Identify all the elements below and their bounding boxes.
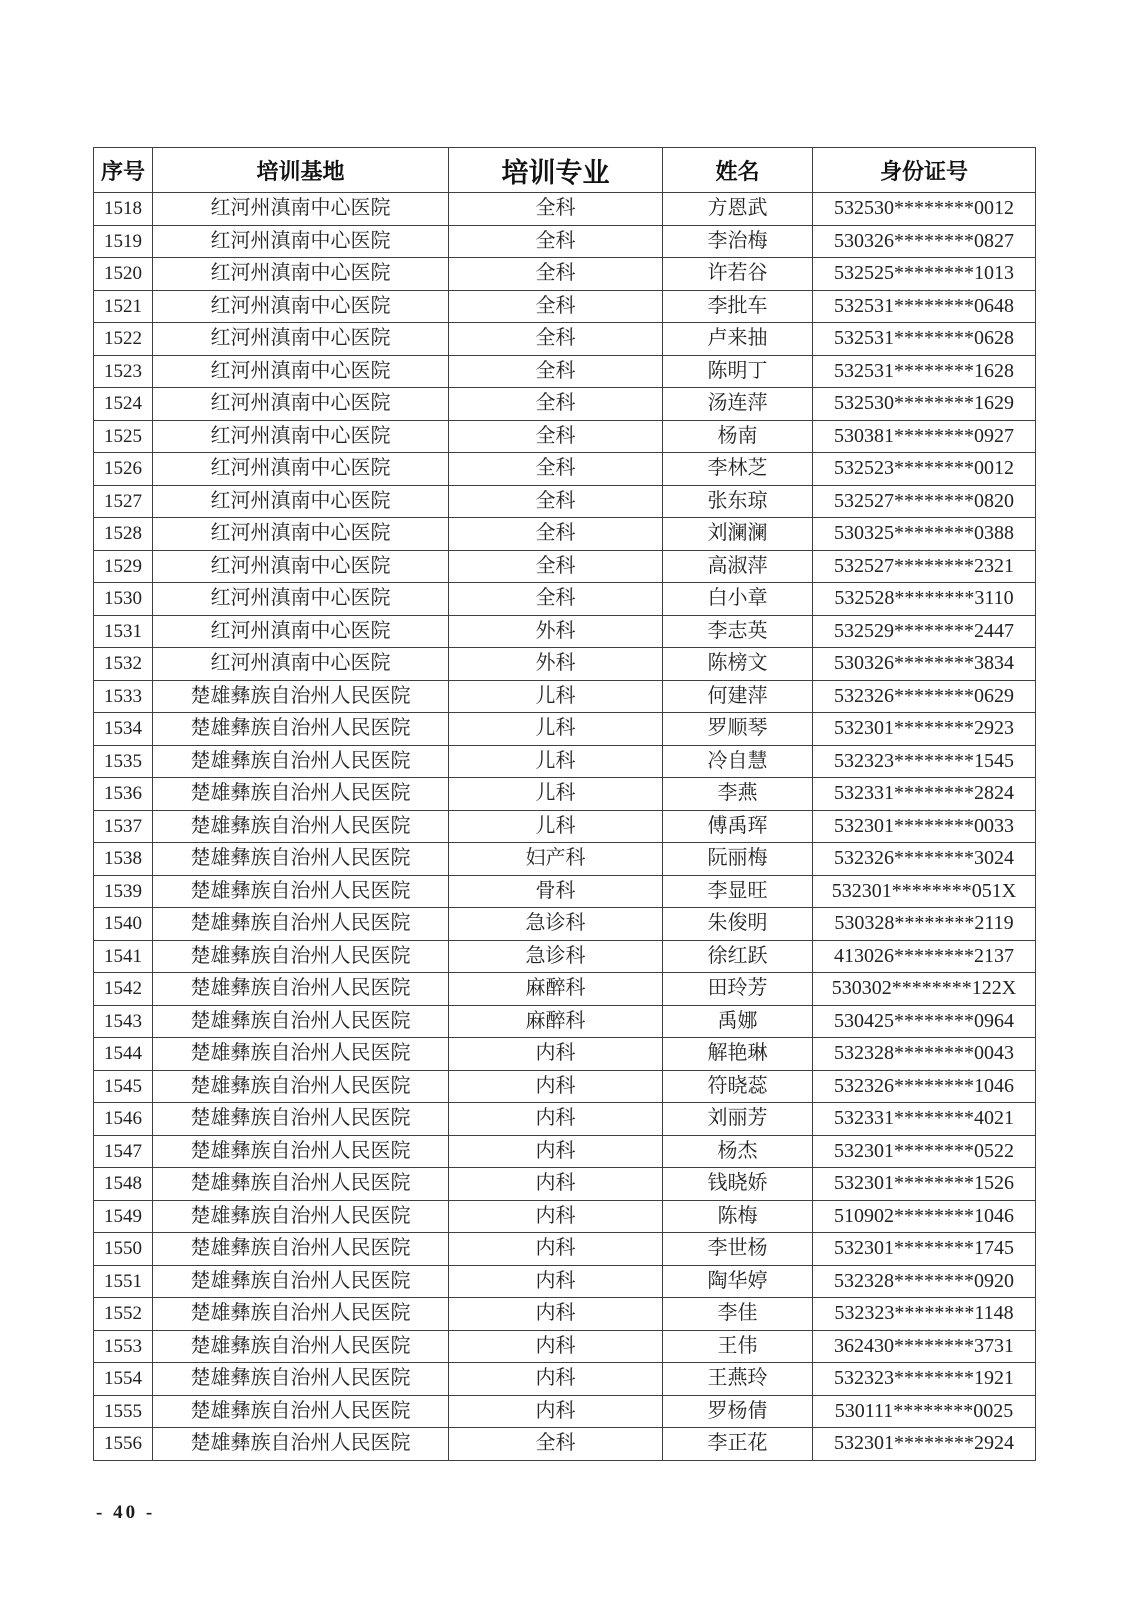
cell-training-base: 楚雄彝族自治州人民医院 [153, 1363, 449, 1396]
cell-id-number: 532328********0043 [813, 1038, 1036, 1071]
cell-training-specialty: 全科 [449, 583, 663, 616]
cell-name: 李世杨 [663, 1233, 813, 1266]
cell-name: 李林芝 [663, 453, 813, 486]
cell-training-specialty: 内科 [449, 1233, 663, 1266]
cell-serial: 1555 [94, 1395, 153, 1428]
table-row [94, 518, 1036, 551]
cell-training-base: 楚雄彝族自治州人民医院 [153, 1395, 449, 1428]
table-row [94, 1103, 1036, 1136]
column-header-id-number: 身份证号 [813, 148, 1036, 193]
cell-training-specialty: 儿科 [449, 680, 663, 713]
cell-serial: 1550 [94, 1233, 153, 1266]
cell-training-base: 红河州滇南中心医院 [153, 225, 449, 258]
cell-id-number: 530381********0927 [813, 420, 1036, 453]
cell-name: 陶华婷 [663, 1265, 813, 1298]
table-row [94, 1428, 1036, 1461]
table-row [94, 1200, 1036, 1233]
cell-training-base: 红河州滇南中心医院 [153, 193, 449, 226]
cell-id-number: 532527********0820 [813, 485, 1036, 518]
cell-id-number: 532525********1013 [813, 258, 1036, 291]
cell-training-specialty: 全科 [449, 388, 663, 421]
cell-serial: 1553 [94, 1330, 153, 1363]
cell-serial: 1536 [94, 778, 153, 811]
table-row [94, 1038, 1036, 1071]
cell-serial: 1537 [94, 810, 153, 843]
cell-training-specialty: 全科 [449, 290, 663, 323]
cell-name: 朱俊明 [663, 908, 813, 941]
cell-training-base: 红河州滇南中心医院 [153, 648, 449, 681]
cell-training-base: 红河州滇南中心医院 [153, 550, 449, 583]
cell-id-number: 532529********2447 [813, 615, 1036, 648]
cell-serial: 1540 [94, 908, 153, 941]
cell-name: 李显旺 [663, 875, 813, 908]
cell-name: 田玲芳 [663, 973, 813, 1006]
cell-serial: 1522 [94, 323, 153, 356]
cell-name: 罗杨倩 [663, 1395, 813, 1428]
cell-name: 罗顺琴 [663, 713, 813, 746]
cell-id-number: 532530********1629 [813, 388, 1036, 421]
cell-training-specialty: 全科 [449, 550, 663, 583]
cell-training-base: 楚雄彝族自治州人民医院 [153, 1200, 449, 1233]
cell-name: 高淑萍 [663, 550, 813, 583]
cell-training-specialty: 麻醉科 [449, 973, 663, 1006]
column-header-serial: 序号 [94, 148, 153, 193]
cell-id-number: 530325********0388 [813, 518, 1036, 551]
cell-serial: 1552 [94, 1298, 153, 1331]
cell-id-number: 532301********1745 [813, 1233, 1036, 1266]
cell-name: 陈明丁 [663, 355, 813, 388]
cell-training-specialty: 内科 [449, 1265, 663, 1298]
cell-id-number: 532301********051X [813, 875, 1036, 908]
cell-training-base: 楚雄彝族自治州人民医院 [153, 1005, 449, 1038]
cell-id-number: 532527********2321 [813, 550, 1036, 583]
column-header-name: 姓名 [663, 148, 813, 193]
cell-training-base: 红河州滇南中心医院 [153, 258, 449, 291]
table-row [94, 745, 1036, 778]
table-row [94, 323, 1036, 356]
cell-id-number: 532326********3024 [813, 843, 1036, 876]
cell-id-number: 532301********2923 [813, 713, 1036, 746]
cell-training-specialty: 内科 [449, 1168, 663, 1201]
cell-training-base: 楚雄彝族自治州人民医院 [153, 745, 449, 778]
cell-training-specialty: 全科 [449, 453, 663, 486]
cell-id-number: 532301********0033 [813, 810, 1036, 843]
cell-training-specialty: 内科 [449, 1395, 663, 1428]
table-row [94, 1363, 1036, 1396]
cell-name: 方恩武 [663, 193, 813, 226]
cell-serial: 1532 [94, 648, 153, 681]
cell-name: 白小章 [663, 583, 813, 616]
table-row [94, 1005, 1036, 1038]
cell-serial: 1528 [94, 518, 153, 551]
cell-training-base: 红河州滇南中心医院 [153, 355, 449, 388]
cell-id-number: 532323********1545 [813, 745, 1036, 778]
cell-serial: 1556 [94, 1428, 153, 1461]
cell-serial: 1519 [94, 225, 153, 258]
cell-training-base: 楚雄彝族自治州人民医院 [153, 1298, 449, 1331]
cell-name: 李正花 [663, 1428, 813, 1461]
cell-training-base: 红河州滇南中心医院 [153, 420, 449, 453]
cell-training-specialty: 全科 [449, 225, 663, 258]
cell-name: 禹娜 [663, 1005, 813, 1038]
cell-training-base: 红河州滇南中心医院 [153, 290, 449, 323]
cell-name: 阮丽梅 [663, 843, 813, 876]
table-row [94, 420, 1036, 453]
cell-training-base: 红河州滇南中心医院 [153, 453, 449, 486]
cell-training-specialty: 外科 [449, 648, 663, 681]
trainee-roster-table [93, 147, 1036, 1461]
page-number: - 40 - [96, 1502, 156, 1523]
cell-serial: 1535 [94, 745, 153, 778]
cell-training-specialty: 儿科 [449, 713, 663, 746]
cell-name: 李燕 [663, 778, 813, 811]
table-row [94, 453, 1036, 486]
cell-name: 王燕玲 [663, 1363, 813, 1396]
table-row [94, 485, 1036, 518]
cell-serial: 1521 [94, 290, 153, 323]
table-row [94, 680, 1036, 713]
table-row [94, 648, 1036, 681]
cell-id-number: 530328********2119 [813, 908, 1036, 941]
cell-training-specialty: 内科 [449, 1070, 663, 1103]
cell-training-specialty: 内科 [449, 1038, 663, 1071]
cell-id-number: 532528********3110 [813, 583, 1036, 616]
cell-name: 傅禹珲 [663, 810, 813, 843]
table-row [94, 583, 1036, 616]
cell-serial: 1547 [94, 1135, 153, 1168]
table-row [94, 713, 1036, 746]
cell-training-base: 楚雄彝族自治州人民医院 [153, 1135, 449, 1168]
table-row [94, 225, 1036, 258]
cell-training-specialty: 骨科 [449, 875, 663, 908]
cell-training-base: 楚雄彝族自治州人民医院 [153, 1038, 449, 1071]
cell-name: 钱晓娇 [663, 1168, 813, 1201]
cell-name: 汤连萍 [663, 388, 813, 421]
cell-id-number: 532323********1148 [813, 1298, 1036, 1331]
cell-name: 解艳琳 [663, 1038, 813, 1071]
cell-training-base: 楚雄彝族自治州人民医院 [153, 940, 449, 973]
table-row [94, 1265, 1036, 1298]
cell-training-specialty: 全科 [449, 323, 663, 356]
cell-training-base: 楚雄彝族自治州人民医院 [153, 973, 449, 1006]
cell-training-specialty: 内科 [449, 1135, 663, 1168]
cell-training-specialty: 内科 [449, 1200, 663, 1233]
cell-name: 李志英 [663, 615, 813, 648]
cell-name: 张东琼 [663, 485, 813, 518]
cell-id-number: 532331********4021 [813, 1103, 1036, 1136]
cell-training-specialty: 全科 [449, 355, 663, 388]
table-row [94, 940, 1036, 973]
cell-name: 李佳 [663, 1298, 813, 1331]
cell-name: 何建萍 [663, 680, 813, 713]
cell-name: 许若谷 [663, 258, 813, 291]
cell-id-number: 530326********0827 [813, 225, 1036, 258]
cell-serial: 1543 [94, 1005, 153, 1038]
cell-training-base: 楚雄彝族自治州人民医院 [153, 1103, 449, 1136]
cell-training-specialty: 儿科 [449, 810, 663, 843]
cell-training-base: 红河州滇南中心医院 [153, 518, 449, 551]
cell-serial: 1538 [94, 843, 153, 876]
cell-training-base: 楚雄彝族自治州人民医院 [153, 1265, 449, 1298]
cell-training-base: 楚雄彝族自治州人民医院 [153, 1070, 449, 1103]
cell-serial: 1525 [94, 420, 153, 453]
table-row [94, 1298, 1036, 1331]
cell-training-base: 红河州滇南中心医院 [153, 323, 449, 356]
cell-training-base: 楚雄彝族自治州人民医院 [153, 1428, 449, 1461]
table-row [94, 1070, 1036, 1103]
cell-serial: 1531 [94, 615, 153, 648]
cell-id-number: 510902********1046 [813, 1200, 1036, 1233]
cell-training-base: 楚雄彝族自治州人民医院 [153, 875, 449, 908]
cell-training-base: 红河州滇南中心医院 [153, 583, 449, 616]
cell-training-specialty: 妇产科 [449, 843, 663, 876]
table-row [94, 908, 1036, 941]
cell-serial: 1542 [94, 973, 153, 1006]
cell-id-number: 532326********1046 [813, 1070, 1036, 1103]
cell-serial: 1524 [94, 388, 153, 421]
cell-id-number: 530326********3834 [813, 648, 1036, 681]
cell-serial: 1548 [94, 1168, 153, 1201]
cell-id-number: 532301********1526 [813, 1168, 1036, 1201]
cell-name: 符晓蕊 [663, 1070, 813, 1103]
cell-serial: 1554 [94, 1363, 153, 1396]
table-row [94, 1168, 1036, 1201]
table-body [94, 193, 1036, 1461]
cell-id-number: 532301********0522 [813, 1135, 1036, 1168]
cell-name: 陈榜文 [663, 648, 813, 681]
cell-name: 刘丽芳 [663, 1103, 813, 1136]
table-row [94, 778, 1036, 811]
cell-training-base: 楚雄彝族自治州人民医院 [153, 1330, 449, 1363]
cell-serial: 1527 [94, 485, 153, 518]
cell-id-number: 530425********0964 [813, 1005, 1036, 1038]
cell-training-specialty: 全科 [449, 485, 663, 518]
table-row [94, 875, 1036, 908]
cell-training-base: 红河州滇南中心医院 [153, 615, 449, 648]
cell-id-number: 532531********0648 [813, 290, 1036, 323]
cell-id-number: 413026********2137 [813, 940, 1036, 973]
table-row [94, 1395, 1036, 1428]
column-header-training-base: 培训基地 [153, 148, 449, 193]
table-row [94, 973, 1036, 1006]
cell-serial: 1518 [94, 193, 153, 226]
table-row [94, 193, 1036, 226]
table-row [94, 1330, 1036, 1363]
table-row [94, 258, 1036, 291]
cell-training-specialty: 全科 [449, 258, 663, 291]
cell-training-base: 楚雄彝族自治州人民医院 [153, 843, 449, 876]
table-header-row [94, 148, 1036, 193]
cell-name: 陈梅 [663, 1200, 813, 1233]
cell-serial: 1526 [94, 453, 153, 486]
cell-id-number: 532523********0012 [813, 453, 1036, 486]
cell-training-base: 楚雄彝族自治州人民医院 [153, 713, 449, 746]
cell-serial: 1539 [94, 875, 153, 908]
cell-id-number: 532301********2924 [813, 1428, 1036, 1461]
table-row [94, 388, 1036, 421]
cell-training-base: 红河州滇南中心医院 [153, 388, 449, 421]
cell-name: 杨杰 [663, 1135, 813, 1168]
cell-serial: 1544 [94, 1038, 153, 1071]
table-row [94, 550, 1036, 583]
cell-id-number: 532326********0629 [813, 680, 1036, 713]
cell-training-specialty: 全科 [449, 420, 663, 453]
cell-id-number: 532328********0920 [813, 1265, 1036, 1298]
cell-serial: 1523 [94, 355, 153, 388]
cell-training-base: 楚雄彝族自治州人民医院 [153, 810, 449, 843]
cell-name: 李治梅 [663, 225, 813, 258]
cell-id-number: 362430********3731 [813, 1330, 1036, 1363]
cell-serial: 1541 [94, 940, 153, 973]
table-row [94, 843, 1036, 876]
cell-name: 冷自慧 [663, 745, 813, 778]
cell-id-number: 532531********0628 [813, 323, 1036, 356]
cell-training-base: 楚雄彝族自治州人民医院 [153, 1168, 449, 1201]
cell-training-specialty: 儿科 [449, 778, 663, 811]
cell-training-specialty: 内科 [449, 1363, 663, 1396]
cell-serial: 1549 [94, 1200, 153, 1233]
cell-training-specialty: 全科 [449, 1428, 663, 1461]
cell-id-number: 530302********122X [813, 973, 1036, 1006]
cell-training-base: 楚雄彝族自治州人民医院 [153, 680, 449, 713]
cell-training-specialty: 内科 [449, 1298, 663, 1331]
cell-serial: 1534 [94, 713, 153, 746]
cell-serial: 1546 [94, 1103, 153, 1136]
table-row [94, 1233, 1036, 1266]
cell-serial: 1530 [94, 583, 153, 616]
cell-training-specialty: 外科 [449, 615, 663, 648]
cell-name: 徐红跃 [663, 940, 813, 973]
cell-name: 王伟 [663, 1330, 813, 1363]
cell-training-base: 红河州滇南中心医院 [153, 485, 449, 518]
cell-id-number: 532530********0012 [813, 193, 1036, 226]
table-row [94, 1135, 1036, 1168]
cell-training-specialty: 麻醉科 [449, 1005, 663, 1038]
cell-id-number: 530111********0025 [813, 1395, 1036, 1428]
cell-training-specialty: 内科 [449, 1103, 663, 1136]
cell-training-specialty: 全科 [449, 193, 663, 226]
cell-name: 杨南 [663, 420, 813, 453]
cell-id-number: 532323********1921 [813, 1363, 1036, 1396]
cell-serial: 1545 [94, 1070, 153, 1103]
cell-name: 刘澜澜 [663, 518, 813, 551]
cell-training-base: 楚雄彝族自治州人民医院 [153, 908, 449, 941]
cell-serial: 1520 [94, 258, 153, 291]
column-header-training-specialty: 培训专业 [449, 148, 663, 193]
cell-training-specialty: 急诊科 [449, 940, 663, 973]
table-row [94, 615, 1036, 648]
cell-training-base: 楚雄彝族自治州人民医院 [153, 778, 449, 811]
cell-training-specialty: 急诊科 [449, 908, 663, 941]
table-row [94, 290, 1036, 323]
cell-name: 李批车 [663, 290, 813, 323]
cell-serial: 1529 [94, 550, 153, 583]
cell-name: 卢来抽 [663, 323, 813, 356]
cell-training-specialty: 内科 [449, 1330, 663, 1363]
table-row [94, 355, 1036, 388]
cell-id-number: 532531********1628 [813, 355, 1036, 388]
cell-training-base: 楚雄彝族自治州人民医院 [153, 1233, 449, 1266]
table-row [94, 810, 1036, 843]
cell-serial: 1533 [94, 680, 153, 713]
cell-training-specialty: 全科 [449, 518, 663, 551]
cell-training-specialty: 儿科 [449, 745, 663, 778]
cell-serial: 1551 [94, 1265, 153, 1298]
cell-id-number: 532331********2824 [813, 778, 1036, 811]
